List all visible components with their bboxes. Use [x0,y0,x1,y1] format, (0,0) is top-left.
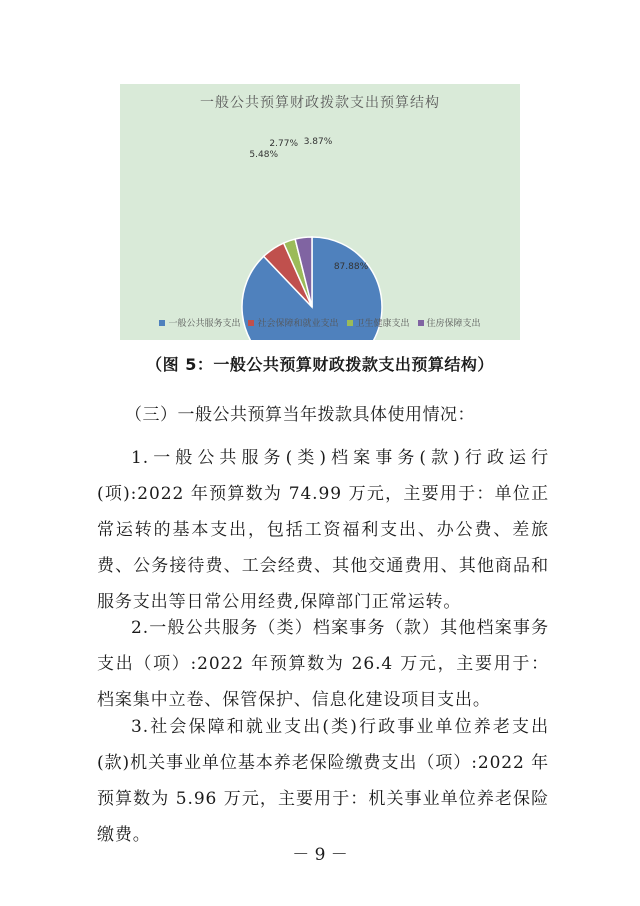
legend-label: 卫生健康支出 [355,319,410,329]
legend-swatch [248,320,254,326]
legend-label: 一般公共服务支出 [168,319,241,329]
figure-caption: （图 5：一般公共预算财政拨款支出预算结构） [146,355,494,374]
legend-swatch [159,320,165,326]
chart-title: 一般公共预算财政拨款支出预算结构 [200,95,440,111]
paragraph-2: 2.一般公共服务（类）档案事务（款）其他档案事务支出（项）:2022 年预算数为 26.4 万元，主要用于：档案集中立卷、保管保护、信息化建设项目支出。 [97,618,549,710]
chart-legend [120,316,520,329]
legend-item-3 [347,316,410,329]
legend-item-2 [248,316,338,329]
pie-data-label-1: 87.88% [333,262,369,272]
pie-chart-canvas [120,84,520,340]
legend-swatch [418,320,424,326]
section-heading: （三）一般公共预算当年拨款具体使用情况： [125,405,475,425]
pie-data-label-4: 3.87% [303,137,333,147]
paragraph-1: 1.一般公共服务(类)档案事务(款)行政运行(项):2022 年预算数为 74.99 万元，主要用于：单位正常运转的基本支出，包括工资福利支出、办公费、差旅费、公务接待费、工会经费、其他交通费用、其他商品和服务支出等日常公用经费,保障部门正常运转。 [97,448,549,612]
legend-swatch [347,320,353,326]
pie-data-label-2: 5.48% [249,150,278,160]
legend-label: 社会保障和就业支出 [257,319,339,329]
pie-data-label-3: 2.77% [269,139,298,149]
legend-item-1 [159,316,240,329]
legend-label: 住房保障支出 [426,319,481,329]
page-number: － 9 － [292,845,348,865]
pie-chart [120,84,520,340]
legend-item-4 [418,316,481,329]
paragraph-3: 3.社会保障和就业支出(类)行政事业单位养老支出(款)机关事业单位基本养老保险缴费支出（项）:2022 年预算数为 5.96 万元，主要用于：机关事业单位养老保险缴费。 [97,717,549,845]
